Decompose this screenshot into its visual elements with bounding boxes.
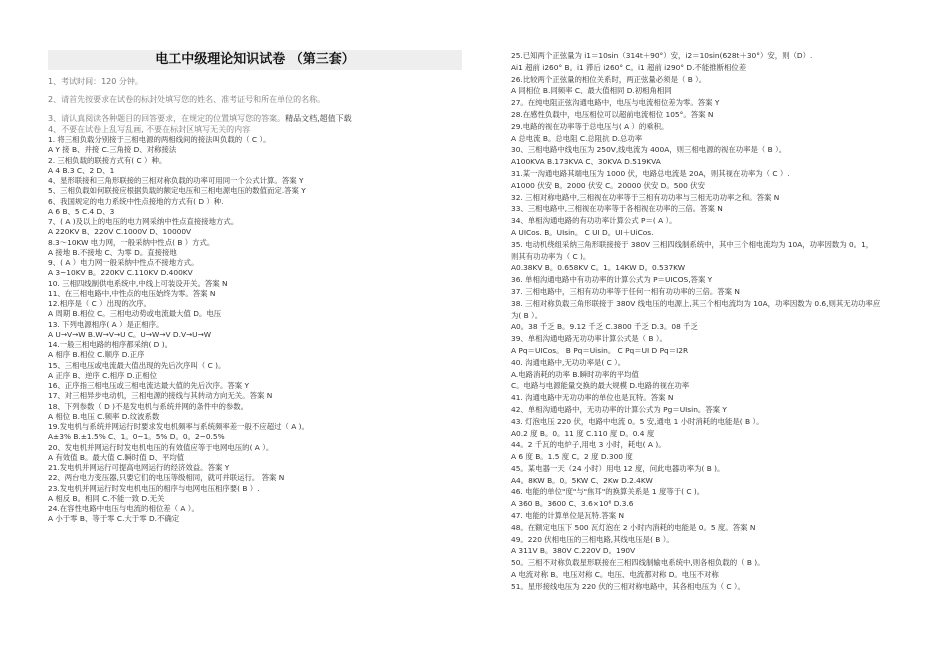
question-line: A 电流对称 B。电压对称 C。电压、电流都对称 D。电压不对称 <box>511 570 719 580</box>
question-line: 47. 电能的计算单位是瓦特.答案 N <box>511 511 625 521</box>
question-line: 8.3～10KW 电力网，一般采纳中性点( B ）方式。 <box>48 237 215 247</box>
question-line: 5、三相负载如何联接应根据负载的额定电压和三相电源电压的数值而定.答案 Y <box>48 186 306 196</box>
question-line: 44。2 千瓦的电炉子,用电 3 小时，耗电( A )。 <box>511 440 666 450</box>
question-line: A 总电流 B。总电阻 C.总阻抗 D.总功率 <box>511 133 643 143</box>
question-line: 4、星形联接和三角形联接的三相对称负载的功率可用同一个公式计算。答案 Y <box>48 176 304 185</box>
question-line: A 小于零 B、等于零 C.大于零 D.不确定 <box>48 514 180 524</box>
question-line: 31.某一沟通电路其端电压为 1000 伏，电路总电流是 20A，则其视在功率为（ C ）. <box>511 168 790 178</box>
question-line: A 360 B。3600 C、3.6×10⁶ D.3.6 <box>511 499 634 509</box>
question-line: 21.发电机并网运行可提高电网运行的经济效益。答案 Y <box>48 463 230 472</box>
question-line: A 相位 B.电压 C.频率 D.纹波系数 <box>48 411 160 421</box>
question-line: 29.电路的视在功率等于总电压与( A ）的乘积。 <box>511 121 669 131</box>
question-line: A UICos. B。UIsin。 C UI D。UI＋UiCos. <box>511 227 654 237</box>
question-line: A U→V→W B.W→V→U C。U→W→V D.V→U→W <box>48 329 212 339</box>
question-line: A 6 B、5 C.4 D、3 <box>48 206 115 216</box>
question-line: A 311V B。380V C.220V D。190V <box>511 546 636 556</box>
question-line: 13. 下列电源相序( A ）是正相序。 <box>48 319 164 329</box>
question-line: 6、我国规定的电力系统中性点接地的方式有( D ）种. <box>48 196 224 206</box>
question-line: A 相反 B。相同 C.不能一致 D.无关 <box>48 493 165 503</box>
question-line: 30、三相电路中线电压为 250V,线电流为 400A，则三相电源的视在功率是（ B ）。 <box>511 145 787 155</box>
question-line: 1. 将三相负载分别接于三相电源的两相线间的接法叫负载的（ C ）。 <box>48 135 271 144</box>
question-line: 11、在三相电路中,中性点的电压始终为零。答案 N <box>48 288 216 298</box>
question-line: 40. 沟通电路中,无功功率是( C ）。 <box>511 357 626 367</box>
question-line: 50。三相不对称负载星形联接在三相四线制输电系统中,则各相负载的（ B )。 <box>511 558 765 568</box>
question-line: 36. 单相沟通电路中有功功率的计算公式为 P＝UICOS,答案 Y <box>511 275 713 285</box>
question-line: A100KVA B.173KVA C、30KVA D.519KVA <box>511 157 661 167</box>
question-line: A4。8KW B。0。5KW C、2Kw D.2.4KW <box>511 475 653 485</box>
left-column <box>48 0 462 525</box>
question-line: 18、下列参数（ D )不是发电机与系统并网的条件中的参数。 <box>48 401 249 411</box>
question-line: 45。某电器一天（24 小时）用电 12 度，问此电器功率为( B )。 <box>511 463 725 473</box>
question-line: A.电路消耗的功率 B.瞬时功率的平均值 <box>511 369 639 379</box>
question-line: A 相序 B.相位 C.顺序 D.正序 <box>48 350 145 360</box>
question-line: 35. 电动机绕组采纳三角形联接接于 380V 三相四线制系统中，其中三个相电流均为 10A，功率因数为 0。1， <box>511 239 874 249</box>
question-line: 2. 三相负载的联接方式有( C ）种。 <box>48 155 167 165</box>
question-line: A 正序 B、逆序 C.相序 D.正相位 <box>48 370 157 380</box>
question-line: 12.相序是（ C ）出现的次序。 <box>48 299 151 308</box>
question-line: 16、正序指三相电压或三相电流达最大值的先后次序。答案 Y <box>48 381 250 390</box>
question-line: 9、( A ）电力网一般采纳中性点不接地方式。 <box>48 258 199 267</box>
question-line: A0。38 千乏 B。9.12 千乏 C.3800 千乏 D.3。08 千乏 <box>511 322 698 332</box>
question-line: A±3% B.±1.5% C、1。0~1。5% D。0。2~0.5% <box>48 432 225 442</box>
question-line: A1000 伏安 B。2000 伏安 C。20000 伏安 D。500 伏安 <box>511 180 705 190</box>
question-line: 27。在纯电阻正弦沟通电路中，电压与电流相位差为零。答案 Y <box>511 98 720 108</box>
question-line: A Pq＝UICos。 B Pq＝Uisin。 C Pq＝UI D Pq＝I2R <box>511 345 689 355</box>
question-line: 25.已知两个正弦量为 i1＝10sin（314t＋90°）安，i2＝10sin(628t＋30°）安，则（D）. <box>511 51 813 60</box>
note-2: 2、请首先按要求在试卷的标封处填写您的姓名、准考证号和所在单位的名称。 <box>48 95 326 104</box>
question-line: 24.在容性电路中电压与电流的相位差（ A ）。 <box>48 504 199 513</box>
question-line: 20、发电机并网运行时发电机电压的有效值应等于电网电压的( A ）。 <box>48 442 274 452</box>
question-line: 43. 灯泡电压 220 伏，电路中电流 0。5 安,通电 1 小时消耗的电能是( B ）。 <box>511 416 764 426</box>
question-line: 17、对三相异步电动机，三相电源的接线与其转动方向无关。答案 N <box>48 391 273 401</box>
question-line: 14.一般三相电路的相序都采纳( D )。 <box>48 340 172 349</box>
question-line: A 6 度 B。1.5 度 C。2 度 D.300 度 <box>511 452 633 462</box>
right-question-list <box>511 50 931 593</box>
question-line: 46. 电能的单位"度"与"焦耳"的换算关系是 1 度等于( C )。 <box>511 487 705 497</box>
question-line: 37. 三相电路中，三相有功功率等于任何一相有功功率的三倍。答案 N <box>511 286 740 296</box>
question-line: A Y 接 B、并接 C.三角接 D、对称接法 <box>48 145 177 155</box>
question-line: 7、( A )及以上的电压的电力网采纳中性点直接接地方式。 <box>48 217 239 226</box>
question-line: Ai1 超前 i260° B。i1 滞后 i260° C。i1 超前 i290° D.不能推断相位差 <box>511 62 747 72</box>
question-line: 则其有功功率为（ C )。 <box>511 251 591 261</box>
question-line: A 周期 B.相位 C。三相电动势或电流最大值 D。电压 <box>48 309 222 319</box>
question-line: 19.发电机与系统并网运行时要求发电机频率与系统频率差一般不应超过（ A )。 <box>48 422 309 431</box>
note-4: 4、不要在试卷上乱写乱画, 不要在标封区填写无关的内容 <box>48 125 251 134</box>
question-line: 26.比较两个正弦量的相位关系时，两正弦量必须是（ B ）。 <box>511 74 707 84</box>
question-line: 48。在额定电压下 500 瓦灯泡在 2 小时内消耗的电能是 0。5 度。答案 N <box>511 522 756 532</box>
question-line: 34、单相沟通电路的有功功率计算公式 P＝( A ）。 <box>511 216 677 226</box>
question-line: 23.发电机并网运行时发电机电压的相序与电网电压相序要( B ）. <box>48 483 260 493</box>
question-line: A0.2 度 B。0。11 度 C.110 度 D。0.4 度 <box>511 428 655 438</box>
question-line: A 220KV B、220V C.1000V D、10000V <box>48 227 192 237</box>
question-line: 33、三相电路中,三相视在功率等于各相视在功率的三倍。答案 N <box>511 204 723 214</box>
left-question-list <box>48 135 462 525</box>
note-1: 1、考试时间：120 分钟。 <box>48 77 143 86</box>
question-line: 49。220 伏相电压的三相电路,其线电压是( B ）。 <box>511 534 674 544</box>
question-line: 38. 三相对称负载三角形联接于 380V 线电压的电源上,其三个相电流均为 10A，功率因数为 0.6,则其无功功率应 <box>511 298 881 308</box>
question-line: 10. 三相四线制供电系统中,中线上可装设开关。答案 N <box>48 278 228 288</box>
question-line: 32. 三相对称电路中,三相视在功率等于三相有功功率与三相无功功率之和。答案 N <box>511 192 780 202</box>
question-line: C。电路与电源能量交换的最大规模 D.电路的视在功率 <box>511 381 690 391</box>
question-line: 41. 沟通电路中无功功率的单位也是瓦特。答案 N <box>511 393 674 403</box>
question-line: 39、单相沟通电路无功功率计算公式是（ B ）。 <box>511 334 667 344</box>
question-line: 15、三相电压或电流最大值出现的先后次序叫（ C )。 <box>48 360 226 370</box>
question-line: 为( B ）。 <box>511 310 543 320</box>
page-title: 电工中级理论知识试卷 （第三套） <box>48 50 462 70</box>
question-line: A 接地 B.不接地 C、为零 D。直接接地 <box>48 247 177 257</box>
question-line: A 同相位 B.同频率 C、最大值相同 D.初相角相同 <box>511 86 672 96</box>
note-3-watermark: 精品文档,超值下载 <box>285 114 352 123</box>
note-3: 3、请认真阅读各种题目的回答要求，在规定的位置填写您的答案。精品文档,超值下载 <box>48 114 352 123</box>
question-line: 51。星形接线电压为 220 伏的三相对称电路中，其各相电压为（ C ）。 <box>511 581 745 591</box>
question-line: 22、两台电力变压器,只要它们的电压等级相同，就可并联运行。 答案 N <box>48 473 285 483</box>
question-line: 28.在感性负载中，电压相位可以超前电流相位 105°。答案 N <box>511 109 714 119</box>
question-line: A 4 B.3 C、2 D、1 <box>48 165 115 175</box>
question-line: 42、单相沟通电路中，无功功率的计算公式为 Pg＝UIsin。答案 Y <box>511 404 727 414</box>
right-column <box>511 50 931 593</box>
question-line: A 有效值 B。最大值 C.瞬时值 D、平均值 <box>48 452 185 462</box>
question-line: A0.38KV B。0.658KV C。1。14KW D。0.537KW <box>511 263 686 273</box>
question-line: A 3~10KV B。220KV C.110KV D.400KV <box>48 268 193 278</box>
